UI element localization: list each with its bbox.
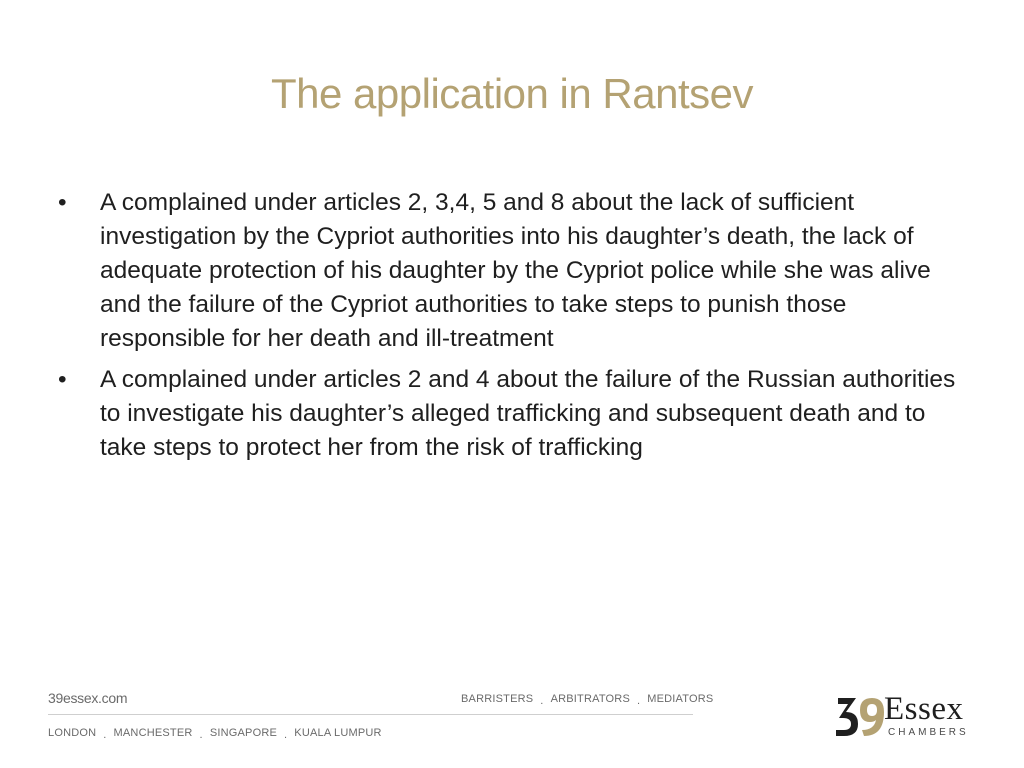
service-mediators: MEDIATORS	[647, 693, 714, 705]
footer-services	[461, 693, 713, 705]
bullet-item	[58, 363, 968, 465]
footer-divider	[48, 714, 693, 715]
bullet-text: A complained under articles 2, 3,4, 5 and 8 about the lack of sufficient investigation by the Cypriot authorities into his daughter’s death, the lack of adequate protection of his daughter by the Cypriot police while she was alive and the failure of the Cypriot authorities to take steps to punish those responsible for her death and ill-treatment	[100, 189, 931, 352]
bullet-marker: •	[58, 366, 67, 393]
slide-title: The application in Rantsev	[271, 70, 753, 117]
logo-subtitle: CHAMBERS	[888, 727, 969, 738]
service-barristers: BARRISTERS	[461, 693, 534, 705]
separator: .	[540, 695, 544, 707]
service-arbitrators: ARBITRATORS	[550, 693, 630, 705]
separator: .	[199, 729, 203, 741]
logo-39-mark	[834, 692, 886, 740]
footer-cities	[48, 727, 382, 739]
separator: .	[636, 695, 641, 707]
footer-website[interactable]: 39essex.com	[48, 690, 128, 706]
city-london: LONDON	[48, 727, 97, 739]
essex-chambers-logo	[834, 692, 984, 742]
separator: .	[103, 729, 107, 741]
city-manchester: MANCHESTER	[113, 727, 193, 739]
bullet-item	[58, 186, 968, 356]
bullet-text: A complained under articles 2 and 4 about the failure of the Russian authorities to investigate his daughter’s alleged trafficking and subsequent death and to take steps to protect her from the risk of trafficking	[100, 366, 956, 461]
city-kuala-lumpur: KUALA LUMPUR	[294, 727, 382, 739]
bullet-list	[58, 186, 968, 472]
logo-name: Essex	[884, 691, 964, 727]
separator: .	[284, 729, 288, 741]
city-singapore: SINGAPORE	[209, 727, 278, 739]
bullet-marker: •	[58, 189, 67, 216]
